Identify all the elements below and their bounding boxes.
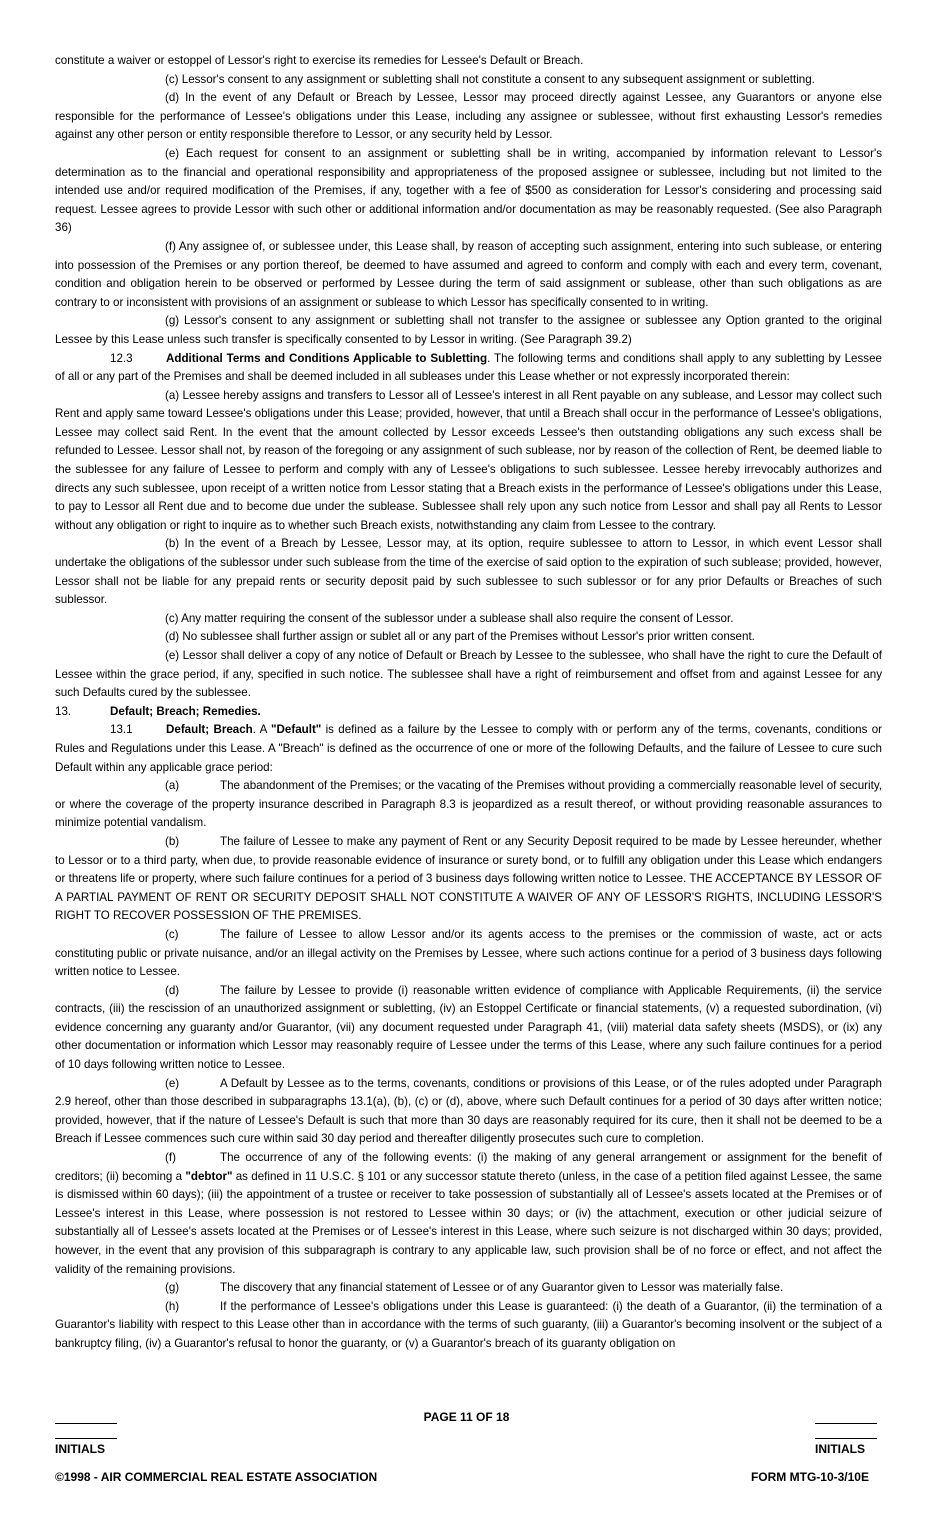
list-item — [55, 777, 882, 833]
defined-term-debtor: "debtor" — [185, 1169, 233, 1183]
initials-left — [55, 1423, 117, 1456]
item-label: (f) — [165, 1151, 176, 1165]
section-text: is defined as a failure by the Lessee to comply with or perform any of the terms, covenants, conditions or Rules and Regulations under this Lease. A "Breach" is defined as the occurrence of one or more of the following Defaults, and the failure of Lessee to cure such Default within any applicable grace period: — [55, 723, 882, 774]
item-text: The failure of Lessee to allow Lessor and/or its agents access to the premises or the commission of waste, act or acts constituting public or private nuisance, and/or an illegal activity on the Premises by Lessee, where such actions continue for a period of 3 business days following written notice to Lessee. — [55, 927, 882, 979]
item-label: (h) — [165, 1299, 180, 1313]
item-label: (e) — [165, 1076, 180, 1090]
item-text: The failure of Lessee to make any payment of Rent or any Security Deposit required to be made by Lessee hereunder, whether to Lessor or to a third party, when due, to provide reasonable evidence of insurance or surety bond, or to fulfill any obligation under this Lease which endangers or threatens life or property, where such failure continues for a period of 3 business days following written notice to Lessee. THE ACCEPTANCE BY LESSOR OF A PARTIAL PAYMENT OF RENT OR SECURITY DEPOSIT SHALL NOT CONSTITUTE A WAIVER OF ANY OF LESSOR'S RIGHTS, INCLUDING LESSOR'S RIGHT TO RECOVER POSSESSION OF THE PREMISES. — [55, 834, 882, 923]
paragraph: (d) In the event of any Default or Breach by Lessee, Lessor may proceed directly against Lessee, any Guarantors or anyone else responsible for the performance of Lessee's obligations under this Lease, including any assignee or sublessee, without first exhausting Lessor's remedies against any other person or entity responsible therefore to Lessor, or any security held by Lessor. — [55, 91, 882, 142]
initials-right — [815, 1423, 877, 1456]
paragraphs-12-3 — [55, 387, 882, 703]
list-item — [55, 833, 882, 926]
initials-line[interactable] — [55, 1423, 117, 1438]
paragraph: (f) Any assignee of, or sublessee under, this Lease shall, by reason of accepting such assignment, entering into such sublease, or entering into possession of the Premises or any portion thereof, be deemed to have assumed and agreed to conform and comply with each and every term, covenant, condition and obligation herein to be observed or performed by Lessee during the term of said assignment or sublease, other than such obligations as are contrary to or inconsistent with provisions of an assignment or sublease to which Lessor has specifically consented to in writing. — [55, 239, 882, 309]
item-label: (a) — [165, 779, 180, 793]
section-number: 13.1 — [110, 723, 133, 737]
item-text: The occurrence of any of the following events: (i) the making of any general arrangement or assignment for the benefit of creditors; (ii) becoming a — [55, 1151, 882, 1183]
paragraph: (c) Any matter requiring the consent of the sublessor under a sublease shall also require the consent of Lessor. — [165, 611, 734, 625]
paragraph: (b) In the event of a Breach by Lessee, Lessor may, at its option, require sublessee to attorn to Lessor, in which event Lessor shall undertake the obligations of the sublessor under such sublease from the time of the exercise of said option to the expiration of such sublease; provided, however, Lessor shall not be liable for any prepaid rents or security deposit paid by such sublessee to such sublessor or for any prior Defaults or Breaches of such sublessor. — [55, 537, 882, 607]
items-13-1 — [55, 777, 882, 1149]
item-f — [55, 1149, 882, 1279]
item-label: (b) — [165, 834, 180, 848]
items-13-1-end — [55, 1279, 882, 1353]
paragraphs-12-2 — [55, 52, 882, 350]
paragraph: (e) Lessor shall deliver a copy of any notice of Default or Breach by Lessee to the sublessee, who shall have the right to cure the Default of Lessee within the grace period, if any, specified in such notice. The sublessee shall have a right of reimbursement and offset from and against Lessee for any such Defaults cured by the sublessee. — [55, 649, 882, 700]
paragraph: (e) Each request for consent to an assignment or subletting shall be in writing, accompanied by information relevant to Lessor's determination as to the financial and operational responsibility and appropriateness of the proposed assignee or sublessee, including but not limited to the intended use and/or required modification of the Premises, if any, together with a fee of $500 as consideration for Lessor's considering and processing said request. Lessee agrees to provide Lessor with such other or additional information and/or documentation as may be reasonably requested. (See also Paragraph 36) — [55, 146, 882, 235]
section-text: . The following terms and conditions shall apply to any subletting by Lessee of all or any part of the Premises and shall be deemed included in all subleases under this Lease whether or not expressly incorporated therein: — [55, 351, 882, 384]
section-number: 12.3 — [110, 351, 133, 365]
document-body — [55, 52, 882, 1354]
paragraph: (d) No sublessee shall further assign or sublet all or any part of the Premises without Lessor's prior written consent. — [165, 630, 755, 644]
paragraph: (g) Lessor's consent to any assignment or subletting shall not transfer to the assignee or sublessee any Option granted to the original Lessee by this Lease unless such transfer is specifically consented to by Lessor in writing. (See Paragraph 39.2) — [55, 314, 882, 346]
section-title: Default; Breach; Remedies. — [110, 704, 261, 718]
section-title: Default; Breach — [166, 723, 253, 737]
paragraph: (c) Lessor's consent to any assignment or subletting shall not constitute a consent to any subsequent assignment or subletting. — [165, 72, 815, 86]
initials-line[interactable] — [815, 1423, 877, 1438]
paragraph: (a) Lessee hereby assigns and transfers to Lessor all of Lessee's interest in all Rent payable on any sublease, and Lessor may collect such Rent and apply same toward Lessee's obligations under this Lease; provided, however, that until a Breach shall occur in the performance of Lessee's obligations, Lessee may collect said Rent. In the event that the amount collected by Lessor exceeds Lessee's then outstanding obligations any such excess shall be refunded to Lessee. Lessor shall not, by reason of the foregoing or any assignment of such sublease, nor by reason of the collection of Rent, be deemed liable to the sublessee for any failure of Lessee to perform and comply with any of Lessee's obligations to such sublessee. Lessee hereby irrevocably authorizes and directs any such sublessee, upon receipt of a written notice from Lessor stating that a Breach exists in the performance of Lessee's obligations under this Lease, to pay to Lessor all Rent due and to become due under the sublease. Sublessee shall rely upon any such notice from Lessor and shall pay all Rents to Lessor without any obligation or right to inquire as to whether such Breach exists, notwithstanding any claim from Lessee to the contrary. — [55, 388, 882, 532]
initials-label: INITIALS — [815, 1442, 865, 1456]
section-title: Additional Terms and Conditions Applicable to Subletting — [166, 351, 488, 365]
initials-line — [55, 1438, 117, 1439]
section-text: . A — [252, 723, 272, 737]
form-number: FORM MTG-10-3/10E — [750, 1470, 869, 1484]
item-text: A Default by Lessee as to the terms, covenants, conditions or provisions of this Lease, or of the rules adopted under Paragraph 2.9 hereof, other than those described in subparagraphs 13.1(a), (b), (c) or (d), above, where such Default continues for a period of 30 days after written notice; provided, however, that if the nature of Lessee's Default is such that more than 30 days are reasonably required for its cure, then it shall not be deemed to be a Breach if Lessee commences such cure within said 30 day period and thereafter diligently prosecutes such cure to completion. — [55, 1076, 882, 1146]
section-13-heading — [55, 703, 882, 722]
item-label: (g) — [165, 1281, 180, 1295]
item-label: (d) — [165, 983, 180, 997]
paragraph: constitute a waiver or estoppel of Lessor's right to exercise its remedies for Lessee's Default or Breach. — [55, 54, 584, 67]
list-item — [55, 1075, 882, 1149]
item-text: The failure by Lessee to provide (i) reasonable written evidence of compliance with Applicable Requirements, (ii) the service contracts, (iii) the rescission of an unauthorized assignment or subletting, (iv) an Estoppel Certificate or financial statements, (v) a requested subordination, (vi) evidence concerning any guaranty and/or Guarantor, (vii) any document requested under Paragraph 41, (viii) material data safety sheets (MSDS), or (ix) any other documentation or information which Lessor may reasonably require of Lessee under the terms of this Lease, where any such failure continues for a period of 10 days following written notice to Lessee. — [55, 983, 882, 1072]
list-item — [55, 982, 882, 1075]
item-text: If the performance of Lessee's obligations under this Lease is guaranteed: (i) the death of a Guarantor, (ii) the termination of a Guarantor's liability with respect to this Lease other than in accordance with the terms of such guaranty, (iii) a Guarantor's becoming insolvent or the subject of a bankruptcy filing, (iv) a Guarantor's refusal to honor the guaranty, or (v) a Guarantor's breach of its guaranty obligation on — [55, 1299, 882, 1350]
initials-label: INITIALS — [55, 1442, 105, 1456]
list-item — [55, 1298, 882, 1354]
list-item — [55, 926, 882, 982]
item-text: The discovery that any financial statement of Lessee or of any Guarantor given to Lessor was materially false. — [220, 1281, 784, 1295]
section-number: 13. — [55, 704, 72, 718]
section-13-1 — [55, 721, 882, 777]
defined-term-default: "Default" — [271, 723, 322, 737]
item-label: (c) — [165, 927, 179, 941]
copyright-notice: ©1998 - AIR COMMERCIAL REAL ESTATE ASSOCIATION — [55, 1470, 378, 1484]
item-text: as defined in 11 U.S.C. § 101 or any successor statute thereto (unless, in the case of a petition filed against Lessee, the same is dismissed within 60 days); (iii) the appointment of a trustee or receiver to take possession of substantially all of Lessee's assets located at the Premises or of Lessee's interest in this Lease, where possession is not restored to Lessee within 30 days; or (iv) the attachment, execution or other judicial seizure of substantially all of Lessee's assets located at the Premises or of Lessee's interest in this Lease, where such seizure is not discharged within 30 days; provided, however, in the event that any provision of this subparagraph is contrary to any applicable law, such provision shall be of no force or effect, and not affect the validity of the remaining provisions. — [55, 1169, 882, 1276]
initials-line — [815, 1438, 877, 1439]
section-12-3 — [55, 350, 882, 387]
item-text: The abandonment of the Premises; or the vacating of the Premises without providing a commercially reasonable level of security, or where the coverage of the property insurance described in Paragraph 8.3 is jeopardized as a result thereof, or without providing reasonable assurances to minimize potential vandalism. — [55, 779, 882, 830]
page-number: PAGE 11 OF 18 — [423, 1410, 510, 1424]
list-item — [55, 1279, 882, 1298]
